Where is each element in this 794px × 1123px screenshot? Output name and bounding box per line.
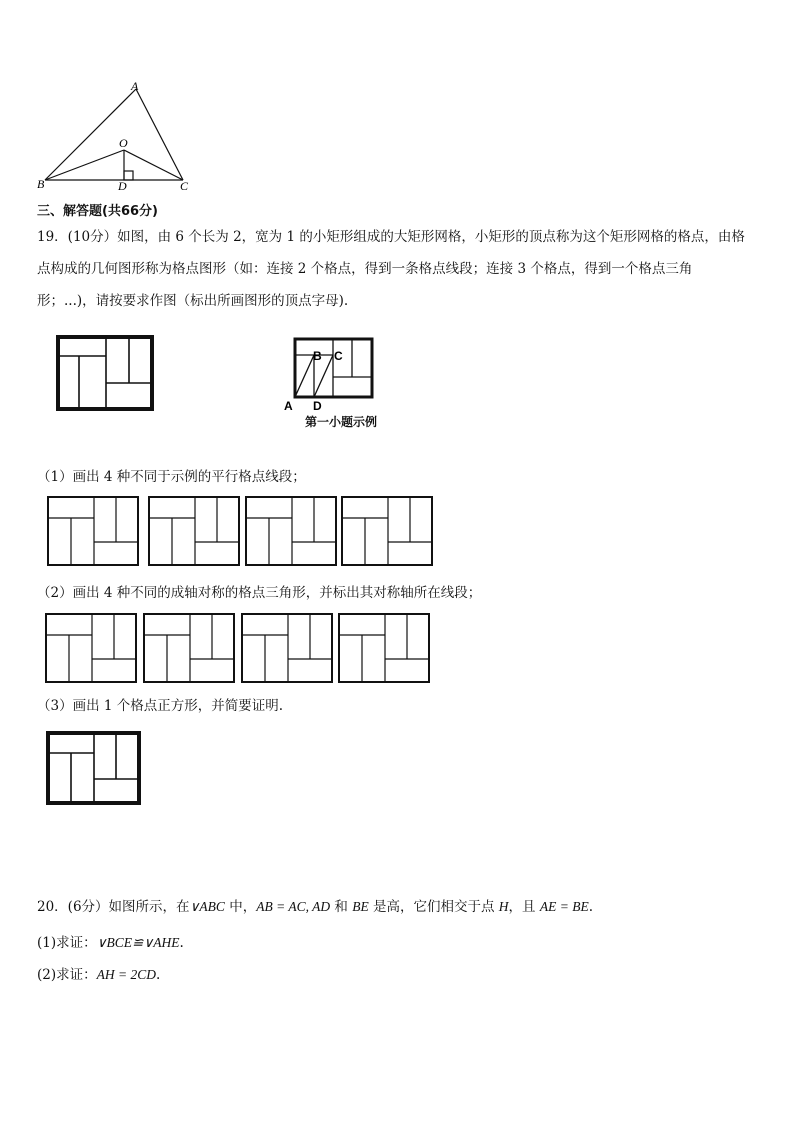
q19-line-1: 19．(10分）如图，由 6 个长为 2，宽为 1 的小矩形组成的大矩形网格，小矩形的顶点称为这个矩形网格的格点，由格 [37, 229, 745, 245]
q20-equation-2: AE = BE [539, 899, 589, 914]
example-label-c: C [334, 349, 343, 363]
q20-text-1: 中， [224, 899, 257, 915]
q20-part-2 [37, 966, 160, 984]
q20-part2-prefix: (2)求证： [37, 967, 97, 983]
label-a: A [131, 79, 139, 93]
section-header: 三、解答题(共66分) [37, 204, 158, 219]
triangle-figure [30, 76, 205, 196]
label-b: B [37, 177, 45, 191]
q20-equation-1: AB = AC, AD [256, 899, 331, 914]
main-grid-figure [56, 335, 156, 413]
label-c: C [180, 179, 189, 193]
part1-grid-3 [244, 495, 339, 568]
q20-part2-math: AH = 2CD [96, 967, 156, 982]
q20-part1-end: . [179, 935, 184, 951]
part2-grid-3 [240, 612, 335, 685]
q20-prefix: 20．(6分）如图所示，在 [37, 899, 190, 915]
q20-be: BE [352, 899, 369, 914]
segment-bo [45, 150, 124, 180]
q20-part1-math: ∨BCE≌∨AHE [96, 935, 180, 950]
q20-statement [37, 898, 593, 916]
q20-text-2: 是高，它们相交于点 [368, 899, 499, 915]
part2-grid-1 [44, 612, 139, 685]
side-ac [136, 89, 183, 180]
example-label-b: B [313, 349, 322, 363]
part2-grid-4 [337, 612, 432, 685]
q19-line-3: 形；...)，请按要求作图（标出所画图形的顶点字母). [37, 293, 349, 309]
label-o: O [119, 136, 128, 150]
q20-triangle-abc: ∨ABC [189, 899, 225, 914]
label-d: D [118, 179, 127, 193]
part1-grid-4 [340, 495, 435, 568]
q20-part1-prefix: (1)求证： [37, 935, 97, 951]
q20-part-1 [37, 934, 184, 952]
part2-grid-2 [142, 612, 237, 685]
example-caption: 第一小题示例 [305, 415, 378, 429]
q19-line-2: 点构成的几何图形称为格点图形（如：连接 2 个格点，得到一条格点线段；连接 3 个格点，得到一个格点三角 [37, 261, 693, 277]
example-label-a: A [284, 399, 293, 413]
q19-part-1: （1）画出 4 种不同于示例的平行格点线段； [37, 469, 306, 485]
q19-part-3: （3）画出 1 个格点正方形，并简要证明. [37, 698, 284, 714]
q20-part2-end: . [155, 967, 161, 983]
q20-point-h: H [498, 899, 509, 914]
q20-end: . [588, 899, 593, 915]
q19-part-2: （2）画出 4 种不同的成轴对称的格点三角形，并标出其对称轴所在线段； [37, 585, 482, 601]
part1-grid-2 [147, 495, 242, 568]
example-label-d: D [313, 399, 322, 413]
part3-grid [46, 731, 143, 807]
example-segment-ab [295, 355, 314, 397]
part1-grid-1 [46, 495, 141, 568]
side-ab [45, 89, 136, 180]
q20-text-3: ，且 [508, 899, 540, 915]
q20-and: 和 [330, 899, 353, 915]
